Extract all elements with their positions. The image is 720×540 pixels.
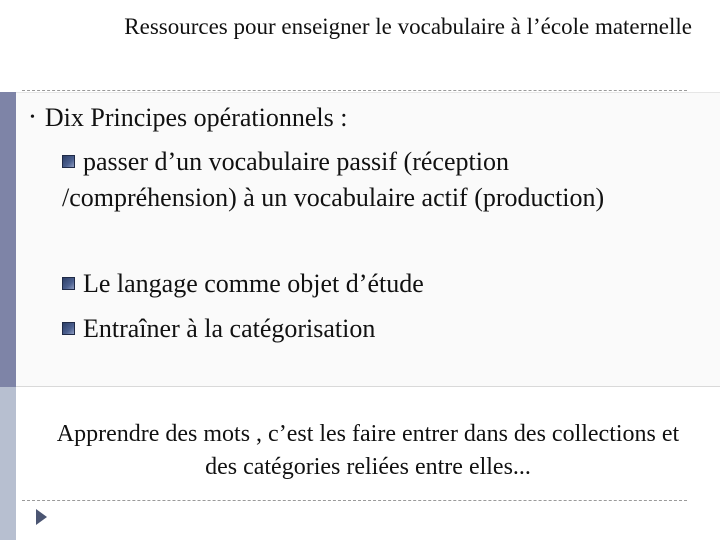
main-bullet-text: Dix Principes opérationnels :: [44, 103, 348, 132]
sub-bullet-3-text: Entraîner à la catégorisation: [83, 314, 376, 343]
main-bullet: [30, 102, 347, 134]
sub-bullet-2: [62, 268, 702, 300]
side-band-dark: [0, 92, 16, 387]
square-bullet-icon: [62, 322, 75, 335]
slide-title: Ressources pour enseigner le vocabulaire à l’école maternelle: [124, 14, 692, 39]
square-bullet-icon: [62, 155, 75, 168]
sub-bullet-1-text: passer d’un vocabulaire passif (réception: [83, 147, 509, 176]
side-band-light: [0, 387, 16, 540]
sub-bullet-1-continuation: /compréhension) à un vocabulaire actif (production): [62, 183, 605, 212]
sub-bullet-1: [62, 146, 702, 178]
square-bullet-icon: [62, 277, 75, 290]
bottom-divider: [22, 500, 687, 501]
sub-bullet-2-text: Le langage comme objet d’étude: [83, 269, 424, 298]
dot-bullet-icon: •: [30, 110, 35, 125]
quote-text: Apprendre des mots , c’est les faire entrer dans des collections et des catégories reliées entre elles...: [56, 421, 680, 480]
title-divider: [22, 90, 687, 91]
sub-bullet-3: [62, 313, 702, 345]
next-arrow-icon[interactable]: [36, 509, 47, 525]
